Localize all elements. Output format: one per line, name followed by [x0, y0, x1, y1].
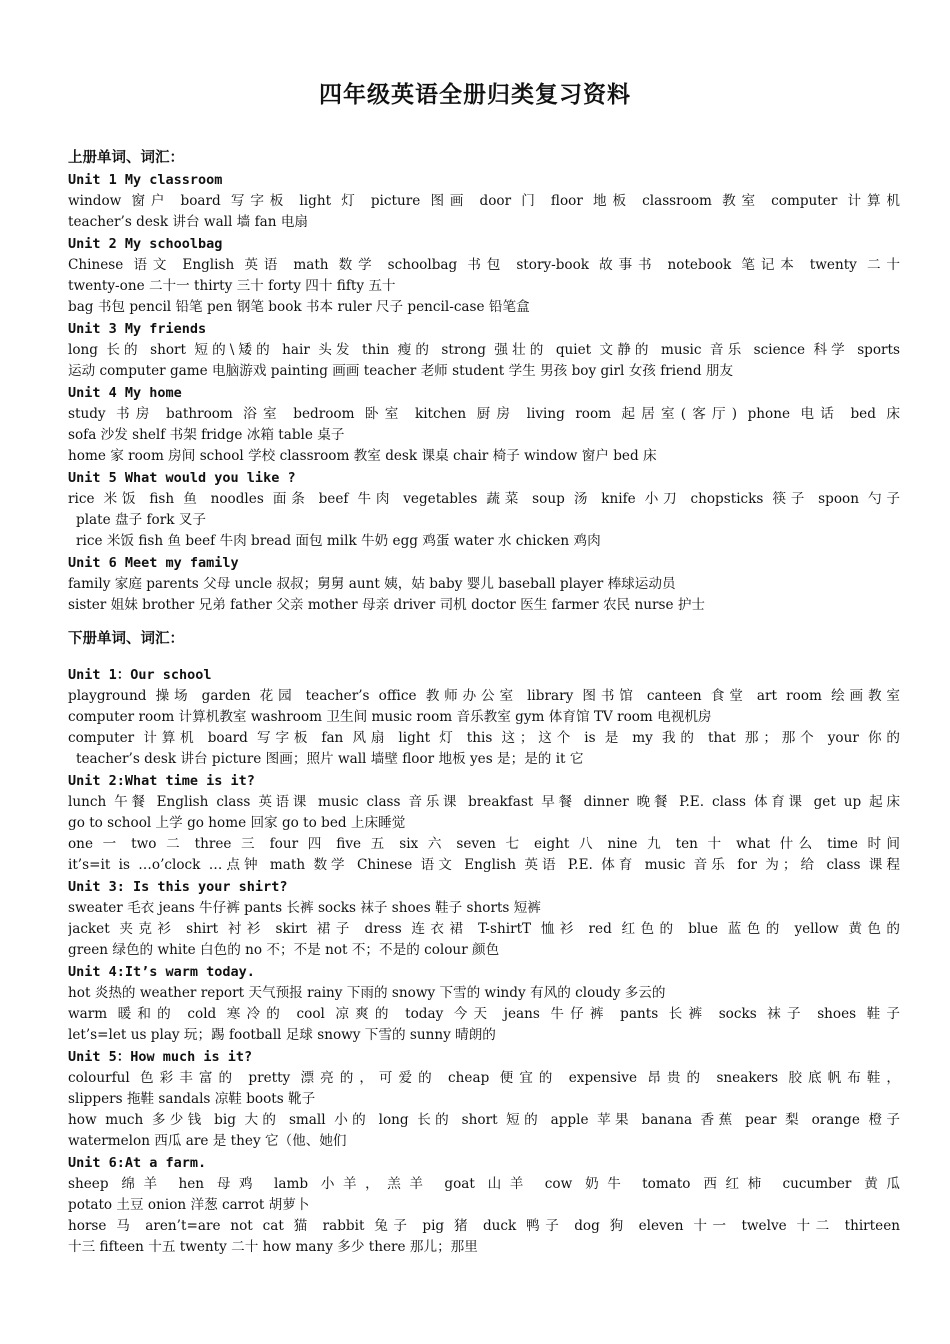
vocab-line: study 书房 bathroom 浴室 bedroom 卧室 kitchen 厨房 living room 起居室(客厅) phone 电话 bed 床 [68, 406, 900, 422]
unit-heading: Unit 1 My classroom [68, 172, 223, 188]
section-heading-first-volume: 上册单词、词汇： [68, 150, 184, 166]
vocab-line: 运动 computer game 电脑游戏 painting 画画 teacher 老师 student 学生 男孩 boy girl 女孩 friend 朋友 [68, 363, 734, 379]
unit-heading: Unit 3 My friends [68, 321, 207, 337]
section-heading-second-volume: 下册单词、词汇： [68, 631, 184, 647]
vocab-line: computer room 计算机教室 washroom 卫生间 music room 音乐教室 gym 体育馆 TV room 电视机房 [68, 709, 712, 725]
vocab-line: let’s=let us play 玩；踢 football 足球 snowy 下雪的 sunny 晴朗的 [68, 1027, 496, 1043]
vocab-line: rice 米饭 fish 鱼 noodles 面条 beef 牛肉 vegetables 蔬菜 soup 汤 knife 小刀 chopsticks 筷子 spoon 勺子 [68, 491, 900, 507]
vocab-line: potato 土豆 onion 洋葱 carrot 胡萝卜 [68, 1197, 310, 1213]
vocab-line: hot 炎热的 weather report 天气预报 rainy 下雨的 snowy 下雪的 windy 有风的 cloudy 多云的 [68, 985, 666, 1001]
vocab-line: green 绿色的 white 白色的 no 不；不是 not 不；不是的 colour 颜色 [68, 942, 500, 958]
unit-heading: Unit 4:It’s warm today. [68, 964, 255, 980]
vocab-line: sister 姐妹 brother 兄弟 father 父亲 mother 母亲 driver 司机 doctor 医生 farmer 农民 nurse 护士 [68, 597, 706, 613]
vocab-line: bag 书包 pencil 铅笔 pen 钢笔 book 书本 ruler 尺子 pencil-case 铅笔盒 [68, 299, 530, 315]
document-body [68, 148, 900, 1258]
unit-heading: Unit 6 Meet my family [68, 555, 239, 571]
vocab-line: watermelon 西瓜 are 是 they 它（他、她们 [68, 1133, 347, 1149]
vocab-line: teacher’s desk 讲台 picture 图画；照片 wall 墙壁 floor 地板 yes 是；是的 it 它 [76, 751, 584, 767]
vocab-line: it’s=it is …o’clock …点钟 math 数学 Chinese 语文 English 英语 P.E. 体育 music 音乐 for 为；给 class 课程 [68, 857, 900, 873]
vocab-line: go to school 上学 go home 回家 go to bed 上床睡觉 [68, 815, 406, 831]
page-title: 四年级英语全册归类复习资料 [319, 82, 631, 108]
vocab-line: window 窗户 board 写字板 light 灯 picture 图画 door 门 floor 地板 classroom 教室 computer 计算机 [68, 193, 900, 209]
vocab-line: colourful 色彩丰富的 pretty 漂亮的，可爱的 cheap 便宜的 expensive 昂贵的 sneakers 胶底帆布鞋， [68, 1070, 900, 1086]
vocab-line: sofa 沙发 shelf 书架 fridge 冰箱 table 桌子 [68, 427, 345, 443]
vocab-line: sweater 毛衣 jeans 牛仔裤 pants 长裤 socks 袜子 shoes 鞋子 shorts 短裤 [68, 900, 541, 916]
vocab-line: slippers 拖鞋 sandals 凉鞋 boots 靴子 [68, 1091, 316, 1107]
vocab-line: teacher’s desk 讲台 wall 墙 fan 电扇 [68, 214, 309, 230]
vocab-line: family 家庭 parents 父母 uncle 叔叔；舅舅 aunt 姨，姑 baby 婴儿 baseball player 棒球运动员 [68, 576, 676, 592]
vocab-line: Chinese 语文 English 英语 math 数学 schoolbag 书包 story-book 故事书 notebook 笔记本 twenty 二十 [68, 257, 900, 273]
vocab-line: 十三 fifteen 十五 twenty 二十 how many 多少 there 那儿；那里 [68, 1239, 478, 1255]
unit-heading: Unit 6:At a farm. [68, 1155, 207, 1171]
vocab-line: plate 盘子 fork 叉子 [76, 512, 206, 528]
vocab-line: long 长的 short 短的\矮的 hair 头发 thin 瘦的 strong 强壮的 quiet 文静的 music 音乐 science 科学 sports [68, 342, 900, 358]
vocab-line: sheep 绵羊 hen 母鸡 lamb 小羊，羔羊 goat 山羊 cow 奶牛 tomato 西红柿 cucumber 黄瓜 [68, 1176, 900, 1192]
unit-heading: Unit 4 My home [68, 385, 182, 401]
unit-heading: Unit 3: Is this your shirt? [68, 879, 288, 895]
vocab-line: home 家 room 房间 school 学校 classroom 教室 desk 课桌 chair 椅子 window 窗户 bed 床 [68, 448, 657, 464]
unit-heading: Unit 2 My schoolbag [68, 236, 223, 252]
unit-heading: Unit 5：How much is it? [68, 1049, 253, 1065]
vocab-line: twenty-one 二十一 thirty 三十 forty 四十 fifty 五十 [68, 278, 396, 294]
vocab-line: how much 多少钱 big 大的 small 小的 long 长的 short 短的 apple 苹果 banana 香蕉 pear 梨 orange 橙子 [68, 1112, 900, 1128]
vocab-line: playground 操场 garden 花园 teacher’s office 教师办公室 library 图书馆 canteen 食堂 art room 绘画教室 [68, 688, 900, 704]
vocab-line: computer 计算机 board 写字板 fan 风扇 light 灯 this 这；这个 is 是 my 我的 that 那；那个 your 你的 [68, 730, 900, 746]
vocab-line: lunch 午餐 English class 英语课 music class 音乐课 breakfast 早餐 dinner 晚餐 P.E. class 体育课 get up 起床 [68, 794, 900, 810]
unit-heading: Unit 5 What would you like ? [68, 470, 296, 486]
vocab-line: rice 米饭 fish 鱼 beef 牛肉 bread 面包 milk 牛奶 egg 鸡蛋 water 水 chicken 鸡肉 [76, 533, 601, 549]
vocab-line: jacket 夹克衫 shirt 衬衫 skirt 裙子 dress 连衣裙 T-shirtT 恤衫 red 红色的 blue 蓝色的 yellow 黄色的 [68, 921, 900, 937]
vocab-line: one 一 two 二 three 三 four 四 five 五 six 六 seven 七 eight 八 nine 九 ten 十 what 什么 time 时间 [68, 836, 900, 852]
vocab-line: horse 马 aren’t=are not cat 猫 rabbit 兔子 pig 猪 duck 鸭子 dog 狗 eleven 十一 twelve 十二 thirteen [68, 1218, 900, 1234]
unit-heading: Unit 1：Our school [68, 667, 212, 683]
vocab-line: warm 暖和的 cold 寒冷的 cool 凉爽的 today 今天 jeans 牛仔裤 pants 长裤 socks 袜子 shoes 鞋子 [68, 1006, 900, 1022]
unit-heading: Unit 2:What time is it? [68, 773, 255, 789]
